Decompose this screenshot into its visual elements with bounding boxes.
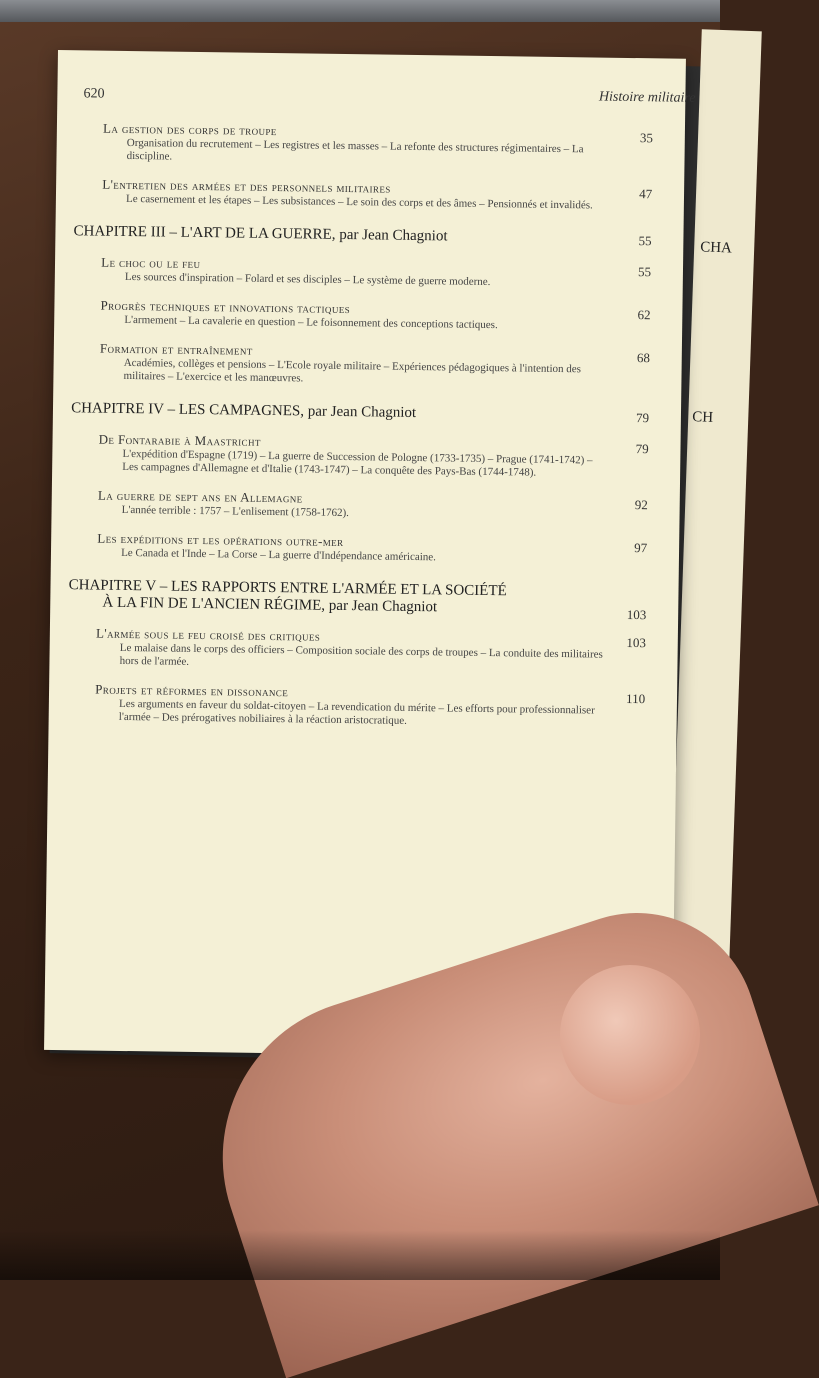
thumb-tip <box>560 965 700 1105</box>
section-title: De Fontarabie à Maastricht <box>98 431 261 449</box>
toc-section <box>72 297 650 334</box>
toc-chapter <box>68 577 647 623</box>
toc-section <box>67 681 646 731</box>
page-ref: 55 <box>637 264 652 280</box>
chapter-title: CHAPITRE V – LES RAPPORTS ENTRE L'ARMÉE ET LA SOCIÉTÉ <box>68 577 507 600</box>
section-description: L'expédition d'Espagne (1719) – La guerre de Succession de Pologne (1733-1735) – Prague (1741-1742) – Les campagnes d'Allemagne et d'Italie (1743-1747) – La conquête des Pays-Bas (1744-1748). <box>122 447 593 479</box>
section-title: L'armée sous le feu croisé des critiques <box>95 625 321 644</box>
chapter-title: CHAPITRE IV – LES CAMPAGNES, par Jean Chagniot <box>71 400 417 422</box>
running-title: Histoire militaire <box>598 89 696 106</box>
section-title: Le choc ou le feu <box>101 254 201 271</box>
page-ref: 55 <box>638 233 652 249</box>
section-description: Le Canada et l'Inde – La Corse – La guerre d'Indépendance américaine. <box>121 546 437 564</box>
toc-section <box>70 431 649 481</box>
toc-chapter <box>71 400 649 425</box>
page-ref: 97 <box>634 540 648 556</box>
toc-section <box>73 254 651 291</box>
section-title: Les expéditions et les opérations outre-mer <box>97 530 344 550</box>
section-title: La guerre de sept ans en Allemagne <box>97 487 303 506</box>
section-description: Les arguments en faveur du soldat-citoyen – La revendication du mérite – Les efforts pour professionnaliser l'armée – Des prérogatives nobiliaires à la réaction aristocratique. <box>118 697 595 727</box>
facing-page-fragment: CH <box>691 409 714 426</box>
page-ref: 79 <box>635 441 649 457</box>
chapter-title: CHAPITRE III – L'ART DE LA GUERRE, par Jean Chagniot <box>73 223 448 245</box>
section-description: L'armement – La cavalerie en question – Le foisonnement des conceptions tactiques. <box>124 313 498 332</box>
page-ref: 35 <box>639 130 654 146</box>
section-title: Progrès techniques et innovations tactiques <box>100 297 351 317</box>
section-description: Le casernement et les étapes – Les subsistances – Le soin des corps et des âmes – Pensionnés et invalidés. <box>125 192 593 212</box>
section-description: Académies, collèges et pensions – L'Ecole royale militaire – Expériences pédagogiques à l'intention des militaires – L'exercice et les manœuvres. <box>123 356 582 385</box>
page-ref: 103 <box>626 606 647 623</box>
section-title: L'entretien des armées et des personnels militaires <box>102 176 391 196</box>
toc-section <box>74 176 652 213</box>
section-description: L'année terrible : 1757 – L'enlisement (1758-1762). <box>121 503 350 520</box>
toc-chapter <box>73 223 651 248</box>
page-header <box>76 86 696 106</box>
page-number: 620 <box>83 86 105 102</box>
section-description: Le malaise dans le corps des officiers – Composition sociale des corps de troupes – La conduite des militaires hors de l'armée. <box>119 641 603 668</box>
page-ref: 103 <box>626 634 647 651</box>
page-ref: 47 <box>639 186 653 202</box>
page-ref: 110 <box>626 690 646 707</box>
shadow <box>0 1230 720 1280</box>
section-title: Projets et réformes en dissonance <box>95 681 289 700</box>
toc-section <box>69 530 647 567</box>
page-ref: 92 <box>634 497 648 513</box>
page-ref: 68 <box>636 350 651 366</box>
toc-section <box>72 340 651 390</box>
section-description: Organisation du recrutement – Les registres et les masses – La refonte des structures régimentaires – La discipline. <box>126 136 584 163</box>
section-title: Formation et entraînement <box>99 340 253 358</box>
page-ref: 79 <box>635 410 650 426</box>
facing-page-fragment: CHA <box>699 239 733 257</box>
toc-section <box>68 625 647 675</box>
chapter-title-line2: À LA FIN DE L'ANCIEN RÉGIME, par Jean Chagniot <box>102 594 438 616</box>
section-title: La gestion des corps de troupe <box>102 120 277 139</box>
toc-section <box>70 487 648 524</box>
table-of-contents <box>67 120 653 731</box>
section-description: Les sources d'inspiration – Folard et ses disciples – Le système de guerre moderne. <box>124 270 491 289</box>
page-ref: 62 <box>637 307 651 323</box>
toc-section <box>75 120 654 170</box>
